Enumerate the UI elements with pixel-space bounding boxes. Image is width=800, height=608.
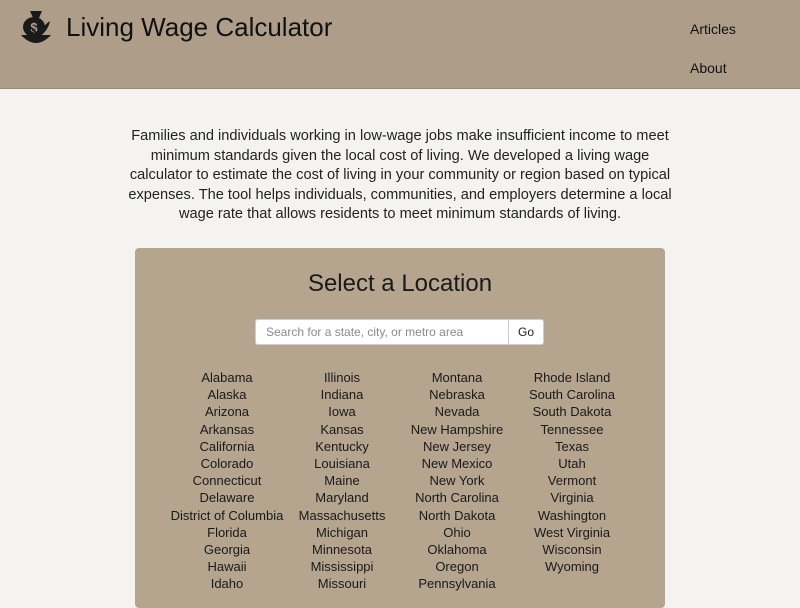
money-bag-plant-icon[interactable] [17, 7, 55, 49]
state-link[interactable]: Kentucky [315, 438, 369, 454]
state-link[interactable]: North Carolina [415, 490, 499, 506]
state-link[interactable]: Delaware [199, 490, 255, 506]
state-link[interactable]: Michigan [315, 524, 369, 540]
state-link[interactable]: District of Columbia [170, 507, 284, 523]
state-link[interactable]: Maryland [315, 490, 369, 506]
state-link[interactable]: Tennessee [540, 421, 604, 437]
state-link[interactable]: Arkansas [199, 421, 255, 437]
state-link[interactable]: Colorado [200, 456, 254, 472]
state-link[interactable]: Florida [207, 524, 247, 540]
state-link[interactable]: Wisconsin [542, 542, 602, 558]
state-link[interactable]: Hawaii [207, 559, 247, 575]
state-link[interactable]: Illinois [323, 370, 361, 385]
state-link[interactable]: South Dakota [532, 404, 612, 420]
nav-articles-link[interactable]: Articles [690, 21, 736, 37]
state-link[interactable]: Virginia [550, 490, 594, 506]
state-list-column-4 [512, 369, 632, 575]
state-link[interactable]: Kansas [320, 421, 364, 437]
state-link[interactable]: Massachusetts [298, 507, 386, 523]
state-link[interactable]: Connecticut [192, 473, 262, 489]
brand-title[interactable]: Living Wage Calculator [66, 12, 333, 42]
header [0, 0, 800, 89]
nav-about-link[interactable]: About [690, 60, 727, 76]
state-link[interactable]: South Carolina [529, 387, 615, 403]
state-list-column-1 [167, 369, 287, 593]
state-link[interactable]: Missouri [317, 576, 367, 592]
state-link[interactable]: Alaska [207, 387, 247, 403]
state-link[interactable]: Maine [324, 473, 360, 489]
state-link[interactable]: Oklahoma [427, 542, 487, 558]
state-link[interactable]: New Jersey [423, 438, 491, 454]
state-link[interactable]: Texas [555, 438, 589, 454]
state-link[interactable]: Rhode Island [533, 370, 611, 385]
state-link[interactable]: Pennsylvania [418, 576, 496, 592]
state-link[interactable]: New Mexico [421, 456, 493, 472]
state-link[interactable]: New York [429, 473, 485, 489]
state-link[interactable]: California [199, 438, 255, 454]
state-link[interactable]: Ohio [443, 524, 471, 540]
state-link[interactable]: New Hampshire [410, 421, 504, 437]
state-link[interactable]: Oregon [435, 559, 479, 575]
state-list-column-3 [397, 369, 517, 593]
state-link[interactable]: Wyoming [544, 559, 600, 575]
location-search-input[interactable] [255, 319, 509, 345]
svg-text:$: $ [30, 20, 38, 35]
state-link[interactable]: North Dakota [418, 507, 496, 523]
state-link[interactable]: Idaho [210, 576, 244, 592]
state-link[interactable]: Georgia [203, 542, 251, 558]
state-list-column-2 [282, 369, 402, 593]
state-link[interactable]: Iowa [328, 404, 356, 420]
state-link[interactable]: Nebraska [429, 387, 485, 403]
state-link[interactable]: Alabama [201, 370, 253, 385]
state-link[interactable]: Minnesota [312, 542, 372, 558]
state-link[interactable]: Washington [537, 507, 607, 523]
location-title: Select a Location [307, 270, 493, 297]
state-link[interactable]: Mississippi [310, 559, 374, 575]
state-link[interactable]: Arizona [204, 404, 250, 420]
state-link[interactable]: Nevada [434, 404, 480, 420]
state-link[interactable]: Louisiana [314, 456, 370, 472]
go-button[interactable]: Go [509, 319, 544, 345]
state-link[interactable]: Utah [558, 456, 586, 472]
state-link[interactable]: West Virginia [533, 524, 611, 540]
state-link[interactable]: Vermont [547, 473, 597, 489]
state-link[interactable]: Indiana [320, 387, 364, 403]
state-link[interactable]: Montana [431, 370, 483, 385]
intro-text: Families and individuals working in low-wage jobs make insufficient income to meet minimum standards given the local cost of living. We developed a living wage calculator to estimate the cost of living in your community or region based on typical expenses. The tool helps individuals, communities, and employers determine a local wage rate that allows residents to meet minimum standards of living. [128, 128, 672, 222]
